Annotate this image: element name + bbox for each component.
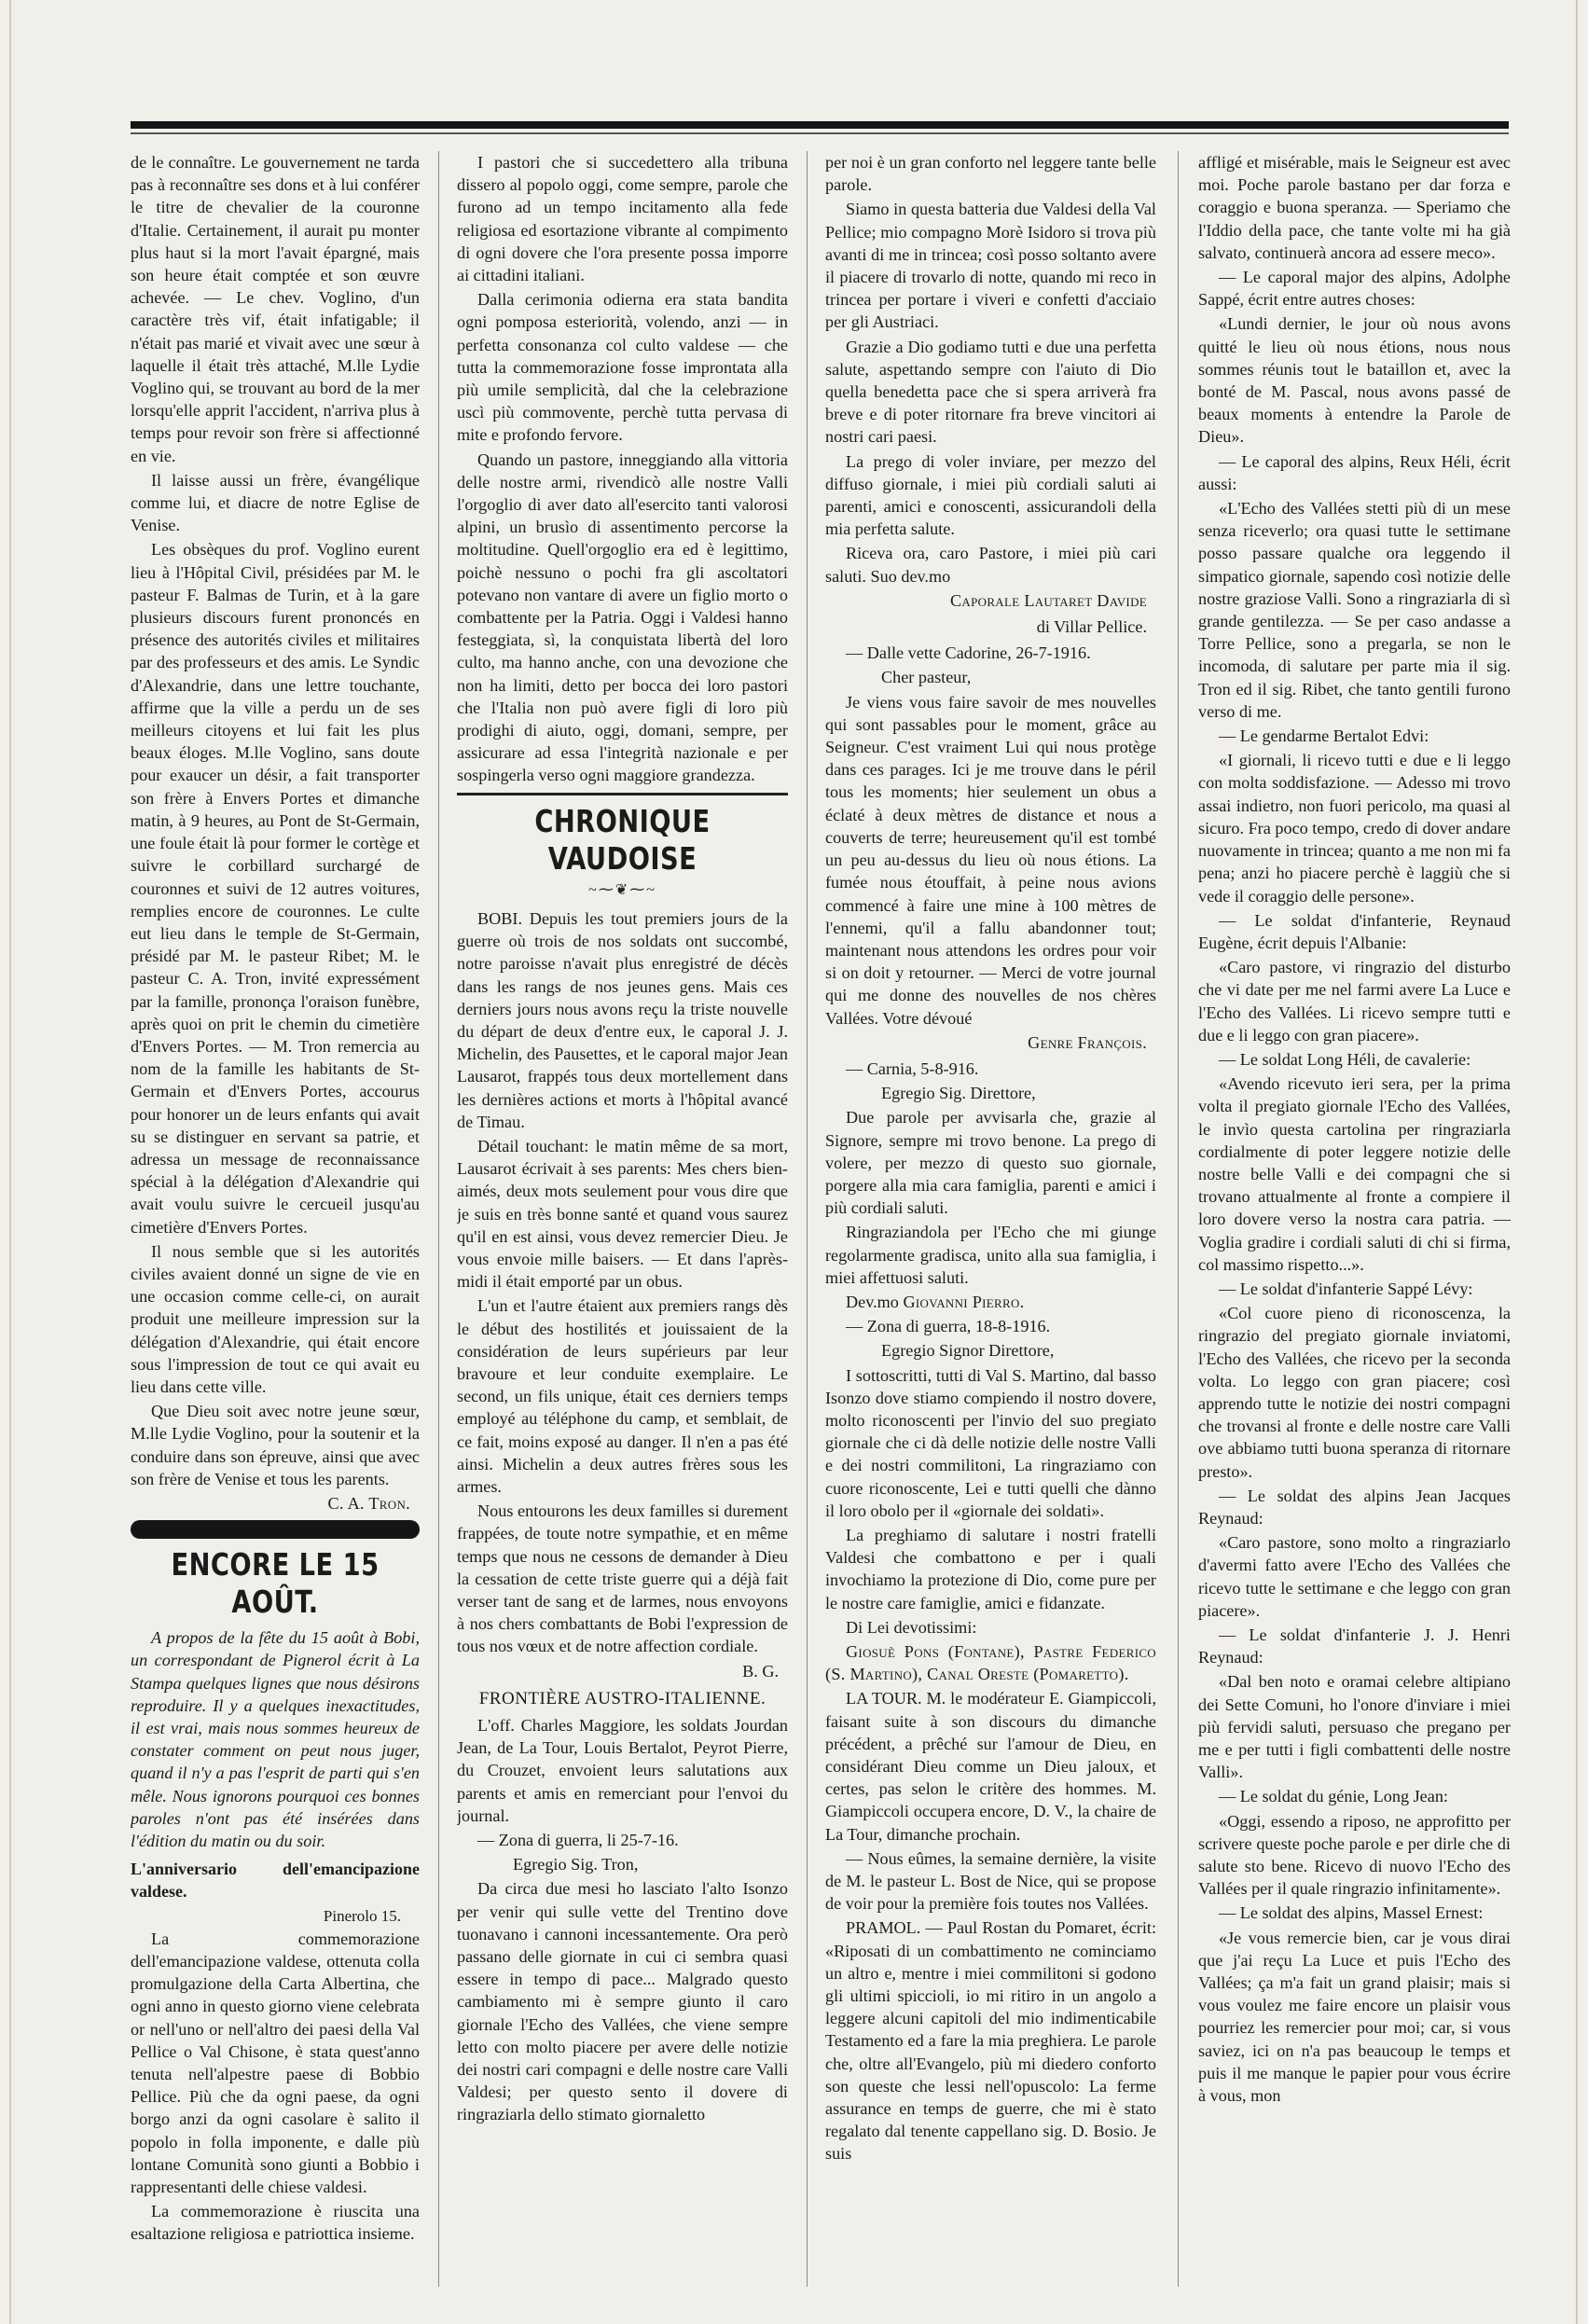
headline-chronique-vaudoise: CHRONIQUE VAUDOISE [534, 802, 711, 877]
subheading: L'anniversario dell'emancipazione valdese. [131, 1860, 420, 1902]
paragraph: — Le gendarme Bertalot Edvi: [1219, 726, 1429, 746]
paragraph: «Lundi dernier, le jour où nous avons quitté le lieu où nous étions, nous nous sommes réunis tout le bataillon et, avec la bonté de M. Pascal, nous avons passé de beaux moments à entendre la Parole de Dieu». [1198, 314, 1511, 447]
paragraph: per noi è un gran conforto nel leggere tante belle parole. [825, 153, 1156, 195]
signature-closing: Dev.mo [846, 1292, 899, 1311]
paragraph: Je viens vous faire savoir de mes nouvelles qui sont passables pour le moment, grâce au Seigneur. C'est vraiment Lui qui nous protège dans ces parages. Ici je me trouve dans le péril tous les moments; hier seulement un obus a éclaté à deux mètres de distance et nous a couverts de terre; heureusement qu'il est tombé un peu au-dessus du lieu où nous étions. La fumée nous étouffait, à peine nous avions commencé à faire une mine à 100 mètres de l'ennemi, qu'il a fallu abandonner tout; maintenant nous attendons les ordres pour voir si on doit y retourner. — Merci de votre journal qui me donne des nouvelles de nos chères Vallées. Votre dévoué [825, 692, 1156, 1028]
salutation: Egregio Sig. Direttore, [881, 1084, 1036, 1103]
salutation: Egregio Signor Direttore, [881, 1341, 1055, 1361]
paragraph: — Le caporal des alpins, Reux Héli, écrit aussi: [1198, 451, 1511, 493]
dateline: — Zona di guerra, 18-8-1916. [846, 1317, 1051, 1336]
paragraph: PRAMOL. — Paul Rostan du Pomaret, écrit: «Riposati di un combattimento ne cominciamo un altro e, mentre i miei commilitoni si godono gli ultimi spiccioli, io mi ritiro in un angolo a leggere alcuni capitoli del mio indimenticabile Testamento ed a fare la mia preghiera. Le parole che, oltre all'Evangelo, più mi diedero conforto son queste che lessi nell'opuscolo: La ferme assurance en temps de guerre, che mi è stato regalato dal tenente cappellano sig. D. Bosio. Je suis [825, 1918, 1156, 2164]
paragraph: «Caro pastore, vi ringrazio del disturbo che vi date per me nel farmi avere La Luce e l'Echo des Vallées. Li ricevo sempre tutti e due e li leggo con gran piacere». [1198, 958, 1511, 1044]
column-4 [1198, 151, 1511, 2296]
paragraph: «Dal ben noto e oramai celebre altipiano dei Sette Comuni, ho l'onore d'inviare i miei più fervidi saluti, persuaso che pregano per me e per tutti i figli combattenti delle nostre Valli». [1198, 1672, 1511, 1782]
paragraph: Nous entourons les deux familles si durement frappées, de toute notre sympathie, et en même temps que nous ne cessons de demander à Dieu la cessation de cette triste guerre qui a déjà fait verser tant de sang et de larmes, nous envoyons à nos chers combattants de Bobi l'expression de tous nos vœux et de notre affection cordiale. [457, 1501, 788, 1656]
signature: C. A. Tron. [327, 1493, 410, 1513]
signature: Caporale Lautaret Davide [950, 590, 1147, 610]
paragraph: Siamo in questa batteria due Valdesi della Val Pellice; mio compagno Morè Isidoro si trova più avanti di me in trincea; così posso soltanto avere il piacere di trovarlo di notte, quando mi reco in trincea per portare i viveri e confetti d'acciaio per gli Austriaci. [825, 200, 1156, 332]
page-edge-left [9, 0, 11, 2324]
paragraph: — Le soldat des alpins Jean Jacques Reynaud: [1198, 1486, 1511, 1528]
paragraph: L'off. Charles Maggiore, les soldats Jourdan Jean, de La Tour, Louis Bertalot, Peyrot Pierre, du Crouzet, envoient leurs salutations aux parents et amis en remerciant pour l'envoi du journal. [457, 1716, 788, 1825]
signature-list: Giosuè Pons (Fontane), Pastre Federico (S. Martino), Canal Oreste (Pomaretto). [825, 1642, 1156, 1684]
paragraph: «Caro pastore, sono molto a ringraziarlo d'avermi fatto avere l'Echo des Vallées che ricevo tutte le settimane e che leggo con gran piacere». [1198, 1533, 1511, 1620]
paragraph: — Le soldat d'infanterie, Reynaud Eugène, écrit depuis l'Albanie: [1198, 910, 1511, 952]
paragraph: «Je vous remercie bien, car je vous dirai que j'ai reçu La Luce et puis l'Echo des Vallées; ça m'a fait un grand plaisir; mais si vous voulez me faire encore un plaisir vous pourriez les remercier pour moi; car, si vous saviez, ici on n'a pas beaucoup le temps et puis il me manque le papier pour vous écrire à vous, mon [1198, 1928, 1511, 2106]
column-divider-3 [1178, 151, 1179, 2287]
page-edge-right [1576, 0, 1578, 2324]
salutation: Egregio Sig. Tron, [513, 1855, 639, 1874]
paragraph: La commemorazione dell'emancipazione valdese, ottenuta colla promulgazione della Carta Albertina, che ogni anno in questo giorno viene celebrata or nell'uno or nell'altro dei paesi della Val Pellice o Val Chisone, è stata quest'anno tenuta nell'alpestre paese di Bobbio Pellice. Più che da ogni paese, da ogni borgo anzi da ogni casolare è salito il popolo in folla imponente, e dalle più lontane Comunità sono giunti a Bobbio i rappresentanti delle chiese valdesi. [131, 1929, 420, 2197]
paragraph: — Le soldat Long Héli, de cavalerie: [1219, 1049, 1471, 1069]
paragraph: «Avendo ricevuto ieri sera, per la prima volta il pregiato giornale l'Echo des Vallées, le invìo questa cartolina per ringraziarla cordialmente di poter leggere notizie delle nostre belle Valli e dei compagni che si trovano attualmente al fronte a compiere il loro dovere verso la nostra cara patria. — Voglia gradire i cordiali saluti di chi si firma, col massimo rispetto...». [1198, 1074, 1511, 1274]
column-3 [825, 151, 1156, 2296]
signature: B. G. [742, 1661, 779, 1681]
paragraph: — Nous eûmes, la semaine dernière, la visite de M. le pasteur L. Bost de Nice, qui se propose de voir pour la première fois toutes nos Vallées. [825, 1848, 1156, 1914]
paragraph: I pastori che si succedettero alla tribuna dissero al popolo oggi, come sempre, parole che furono ad un tempo incitamento alla fede religiosa ed esortazione vibrante al compimento di ogni dovere che l'ora presente possa imporre ai cittadini italiani. [457, 153, 788, 285]
paragraph: LA TOUR. M. le modérateur E. Giampiccoli, faisant suite à son discours du dimanche précédent, a prêché sur l'amour de Dieu, en considérant Dieu comme un Dieu jaloux, et certes, pas selon le critère des hommes. M. Giampiccoli occupera encore, D. V., la chaire de La Tour, dimanche prochain. [825, 1689, 1156, 1844]
paragraph: Due parole per avvisarla che, grazie al Signore, sempre mi trovo benone. La prego di volere, per mezzo di questo suo giornale, porgere alla mia cara famiglia, parenti e amici i più cordiali saluti. [825, 1108, 1156, 1218]
paragraph: Da circa due mesi ho lasciato l'alto Isonzo per venir qui sulle vette del Trentino dove tuonavano i cannoni incessantemente. Ora però passano delle giornate in cui ci sembra quasi essere in tempo di pace... Malgrado questo cambiamento mi è sempre giunto il caro giornale l'Echo des Vallées, che viene sempre letto con molto piacere per avere delle notizie dei nostri cari compagni e delle nostre care Valli Valdesi; per questo sento il dovere di ringraziarla dello stimato giornaletto [457, 1879, 788, 2124]
dateline: — Carnia, 5-8-916. [846, 1058, 979, 1078]
column-divider-2 [807, 151, 808, 2287]
paragraph: I sottoscritti, tutti di Val S. Martino, dal basso Isonzo dove stiamo compiendo il nostro dovere, molto riconoscenti per l'invio del suo pregiato giornale che ci dà delle notizie delle nostre Valli e dei nostri commilitoni, La ringraziamo con cuore riconoscente, Lei e tutti quelli che dànno il loro obolo per il «giornale dei soldati». [825, 1365, 1156, 1520]
ornament-icon: ~⁓❦⁓~ [588, 881, 656, 898]
article-intro: A propos de la fête du 15 août à Bobi, un correspondant de Pignerol écrit à La Stampa quelques lignes que nous désirons reproduire. Il y a quelques inexactitudes, il est vrai, mais nous sommes heureux de constater comment on peut nous juger, quand il n'y a pas l'esprit de parti qui s'en mêle. Nous ignorons pourquoi ces bonnes paroles n'ont pas été insérées dans l'édition du matin ou du soir. [131, 1628, 420, 1851]
paragraph: Ringraziandola per l'Echo che mi giunge regolarmente gradisca, unito alla sua famiglia, i miei affettuosi saluti. [825, 1223, 1156, 1287]
paragraph: — Le soldat du génie, Long Jean: [1219, 1787, 1448, 1806]
paragraph: affligé et misérable, mais le Seigneur est avec moi. Poche parole bastano per dar forza e coraggio e buona speranza. — Speriamo che l'Iddio della pace, che tante volte mi ha già salvato, continuerà ancora ad essere meco». [1198, 153, 1511, 262]
section-rule [457, 793, 788, 795]
paragraph: Il nous semble que si les autorités civiles avaient donné un signe de vie en une occasion comme celle-ci, on aurait produit une meilleure impression sur la délégation d'Alexandrie, qui était encore sous l'impression de tout ce qui avait eu lieu dans cette ville. [131, 1241, 420, 1396]
top-rule [131, 121, 1509, 129]
section-title: FRONTIÈRE AUSTRO-ITALIENNE. [478, 1688, 766, 1708]
paragraph: «Oggi, essendo a riposo, ne approfitto per scrivere queste poche parole e per dirle che di salute sto bene. Ricevo di nuovo l'Echo des Vallées per il quale ringrazio infinitamente». [1198, 1811, 1511, 1899]
paragraph: — Le soldat d'infanterie J. J. Henri Reynaud: [1198, 1625, 1511, 1667]
signature [825, 1291, 1156, 1313]
paragraph: «Col cuore pieno di riconoscenza, la ringrazio del pregiato giornale inviatomi, l'Echo des Vallées, che ricevo per la seconda volta. Lo leggo con gran piacere; così apprendo tutte le notizie dei nostri compagni che trovansi al fronte e delle nostre care Valli ove abbiamo tutti buona speranza di ritornare presto». [1198, 1304, 1511, 1481]
signature: Genre François. [1028, 1032, 1147, 1052]
column-2 [457, 151, 788, 2296]
top-rule-thin [131, 132, 1509, 134]
signature: di Villar Pellice. [1036, 617, 1147, 637]
paragraph: Riceva ora, caro Pastore, i miei più cari saluti. Suo dev.mo [825, 544, 1156, 586]
paragraph: «L'Echo des Vallées stetti più di un mese senza riceverlo; ora quasi tutte le settimane posso passare qualche ora leggendo il simpatico giornale, sapendo così notizie delle nostre graziose Valli. Sono a ringraziarla di sì grande gentilezza. — Se per caso andasse a Torre Pellice, sono a pregarla, se non le incomoda, di salutare per parte mia il sig. Tron ed il sig. Ribet, che tanto gentili furono verso di me. [1198, 499, 1511, 721]
signature-name: Giovanni Pierro. [903, 1292, 1025, 1311]
paragraph: Quando un pastore, inneggiando alla vittoria delle nostre armi, rivendicò alle nostre Valli l'orgoglio di aver dato all'esercito tanti valorosi alpini, un brusìo di assentimento percorse la moltitudine. Quell'orgoglio era ed è legittimo, poichè nessuno o pochi fra gli ascoltatori potevano non vantare di avere un figlio morto o combattente per la Patria. Oggi i Valdesi hanno festeggiata, sì, la conquistata libertà del loro culto, ma hanno anche, con una devozione che non ha limiti, detto per bocca dei loro pastori che l'Italia non può avere figli di loro più prodighi di aiuto, oggi, domani, sempre, per assicurare ad essa l'integrità nazionale e per sospingerla verso ogni maggiore grandezza. [457, 450, 788, 785]
paragraph: Dalla cerimonia odierna era stata bandita ogni pomposa esteriorità, volendo, anzi — in perfetta consonanza col culto valdese — che tutta la commemorazione fosse improntata alla più umile semplicità, dal che la celebrazione uscì più commovente, perchè tutta pervasa di mite e profondo fervore. [457, 290, 788, 445]
paragraph: — Le caporal major des alpins, Adolphe Sappé, écrit entre autres choses: [1198, 268, 1511, 310]
paragraph: Il laisse aussi un frère, évangélique comme lui, et diacre de notre Eglise de Venise. [131, 470, 420, 535]
paragraph: Que Dieu soit avec notre jeune sœur, M.lle Lydie Voglino, pour la soutenir et la conduire dans son épreuve, ainsi que avec son frère de Venise et tous les parents. [131, 1402, 420, 1488]
paragraph: — Le soldat des alpins, Massel Ernest: [1219, 1903, 1484, 1923]
salutation: Cher pasteur, [881, 668, 972, 687]
dateline: — Zona di guerra, li 25-7-16. [477, 1831, 679, 1850]
headline-encore-le-15-aout: ENCORE LE 15 AOÛT. [171, 1546, 380, 1621]
paragraph: Les obsèques du prof. Voglino eurent lieu à l'Hôpital Civil, présidées par M. le pasteur F. Balmas de Turin, et à la gare plusieurs discours furent prononcés en présence des autorités civiles et militaires par des professeurs et des amis. Le Syndic d'Alexandrie, dans une lettre touchante, affirme que la ville a perdu un de ses meilleurs citoyens et lui fait les plus beaux éloges. M.lle Voglino, sans doute pour exaucer un désir, a fait transporter son frère à Envers Portes et dimanche matin, à 9 heures, au Pont de St-Germain, une foule était là pour former le cortège et suivre le corbillard surchargé de couronnes et suivi de 12 autres voitures, remplies encore de couronnes. Le culte eut lieu dans le temple de St-Germain, présidé par M. le pasteur Ribet; M. le pasteur C. A. Tron, invité expressément par la famille, prononça l'oraison funèbre, après quoi on prit le chemin du cimetière d'Envers Portes. — M. Tron remercia au nom de la famille les habitants de St-Germain et d'Envers Portes, accourus pour honorer un de leurs enfants qui avait su se distinguer en servant sa patrie, et adressa un message de reconnaissance spécial à la délégation d'Alexandrie qui avait voulu suivre le cercueil jusqu'au cimetière d'Envers Portes. [131, 540, 420, 1237]
column-divider-1 [438, 151, 439, 2287]
paragraph: La prego di voler inviare, per mezzo del diffuso giornale, i miei più cordiali saluti ai parenti, amici e conoscenti, assicurandoli della mia perfetta salute. [825, 451, 1156, 539]
dateline: — Dalle vette Cadorine, 26-7-1916. [846, 643, 1091, 663]
paragraph: Détail touchant: le matin même de sa mort, Lausarot écrivait à ses parents: Mes chers bien-aimés, deux mots seulement pour vous dire que je suis en très bonne santé et quand vous saurez qu'il en est ainsi, vous devez remercier Dieu. Je vous envoie mille baisers. — Et dans l'après-midi il était emporté par un obus. [457, 1136, 788, 1292]
paragraph: de le connaître. Le gouvernement ne tarda pas à reconnaître ses dons et à lui conférer le titre de chevalier de la couronne d'Italie. Certainement, il aurait pu monter plus haut si la mort l'avait épargné, mais son heure était comptée et son œuvre achevée. — Le chev. Voglino, d'un caractère très vif, était infatigable; il n'était pas marié et vivait avec une sœur à laquelle il était très attaché, M.lle Lydie Voglino qui, se trouvant au bord de la mer lorsqu'elle apprit l'accident, n'arriva plus à temps pour revoir son frère si affectionné en vie. [131, 153, 420, 465]
section-separator-bar [131, 1520, 420, 1539]
paragraph: L'un et l'autre étaient aux premiers rangs dès le début des hostilités et jouissaient de la considération de leurs supérieurs par leur bravoure et leur conduite exemplaire. Le second, un fils unique, était ces derniers temps employé au téléphone du camp, et semblait, de ce fait, moins exposé au danger. Il n'en a pas été ainsi. Michelin a deux autres frères sous les armes. [457, 1296, 788, 1496]
paragraph: Grazie a Dio godiamo tutti e due una perfetta salute, aspettando sempre con l'aiuto di Dio quella benedetta pace che si spera arriverà fra breve e di poter ritornare fra breve vincitori ai nostri cari paesi. [825, 337, 1156, 447]
paragraph: «I giornali, li ricevo tutti e due e li leggo con molta soddisfazione. — Adesso mi trovo assai indietro, non fuori pericolo, ma quasi al sicuro. Fra poco tempo, credo di dover andare nuovamente in trincea; quanto a me non mi fa pena; anzi ho piacere perchè è laggiù che si vede il coraggio delle persone». [1198, 751, 1511, 906]
paragraph: BOBI. Depuis les tout premiers jours de la guerre où trois de nos soldats ont succombé, notre paroisse n'avait plus enregistré de décès dans les rangs de nos jeunes gens. Mais ces derniers jours nous avons reçu la triste nouvelle du départ de deux d'entre eux, le caporal J. J. Michelin, des Pausettes, et le caporal major Jean Lausarot, frappés tous deux mortellement dans les dernières actions et morts à l'hôpital avancé de Timau. [457, 908, 788, 1131]
paragraph: Di Lei devotissimi: [846, 1617, 977, 1637]
dateline: Pinerolo 15. [323, 1906, 401, 1925]
paragraph: — Le soldat d'infanterie Sappé Lévy: [1219, 1279, 1473, 1298]
paragraph: La preghiamo di salutare i nostri fratelli Valdesi che combattono e per i quali invochiamo la protezione di Dio, come pure per le nostre care famiglie, amici e fidanzate. [825, 1525, 1156, 1612]
column-1 [131, 151, 420, 2296]
paragraph: La commemorazione è riuscita una esaltazione religiosa e patriottica insieme. [131, 2202, 420, 2244]
